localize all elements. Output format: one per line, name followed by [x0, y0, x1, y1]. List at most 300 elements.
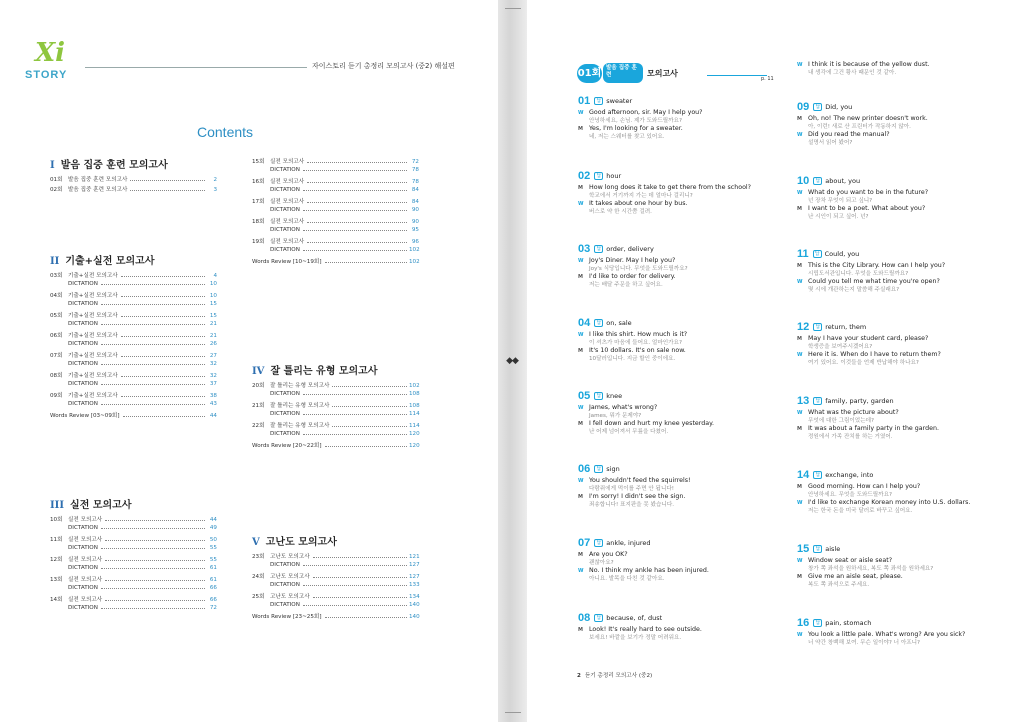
dialogue-line: [578, 200, 798, 208]
toc-words-review-row: [252, 441, 419, 451]
toc-page-number: 43: [209, 401, 217, 407]
answer-key-icon: 답: [594, 539, 603, 547]
toc-leader-dots: [101, 364, 205, 365]
xistory-logo: [25, 38, 77, 82]
dialogue-line: [797, 351, 1017, 359]
korean-translation: 저는 배달 주문을 하고 싶어요.: [589, 282, 663, 288]
toc-dictation-row: [50, 525, 217, 535]
toc-dictation-row: [252, 562, 419, 572]
english-text: I'm sorry! I didn't see the sign.: [589, 493, 686, 500]
toc-leader-dots: [105, 580, 205, 581]
toc-test-number: 22회: [252, 423, 265, 429]
toc-test-row: [252, 197, 419, 207]
toc-test-number: 19회: [252, 239, 265, 245]
toc-page-number: 95: [411, 227, 419, 233]
english-text: Joy's Diner. May I help you?: [589, 257, 676, 264]
toc-entry-title: DICTATION: [270, 227, 300, 233]
toc-dictation-row: [252, 187, 419, 197]
english-text: How long does it take to get there from the school?: [589, 184, 752, 191]
korean-translation: 저는 한국 돈을 미국 달러로 바꾸고 싶어요.: [808, 508, 913, 514]
toc-leader-dots: [325, 262, 408, 263]
toc-leader-dots: [303, 210, 407, 211]
toc-page-number: 90: [411, 219, 419, 225]
toc-dictation-row: [252, 227, 419, 237]
page-footer: 2 듣기 총정리 모의고사 (중2): [577, 673, 653, 679]
speaker-label: M: [797, 336, 802, 342]
speaker-label: W: [797, 500, 803, 506]
english-text: I like this shirt. How much is it?: [589, 331, 688, 338]
toc-section-4: IV 잘 틀리는 유형 모의고사 20회 잘 틀리는 유형 모의고사 102 DICTATION 108 21회 잘 틀리는 유형 모의고사 108 DICTATION 114 22회 잘 틀리는 유형 모의고사 114 DICTATION 120 Words Review [20~22회] 120: [252, 366, 420, 449]
toc-leader-dots: [130, 190, 205, 191]
item-keywords: knee: [606, 392, 623, 400]
toc-test-row: [252, 157, 419, 167]
speaker-label: M: [578, 421, 583, 427]
speaker-label: W: [578, 201, 584, 207]
dialogue-line: [578, 404, 798, 412]
answer-key-icon: 답: [594, 465, 603, 473]
toc-entry-title: 실전 모의고사: [270, 239, 305, 245]
dialogue-line: [578, 184, 798, 192]
toc-entry-title: 실전 모의고사: [68, 577, 103, 583]
answer-item-header: [578, 390, 798, 402]
answer-item: [797, 395, 1017, 441]
english-text: It's 10 dollars. It's on sale now.: [589, 347, 686, 354]
toc-entry-title: 잘 틀리는 유형 모의고사: [270, 423, 330, 429]
item-keywords: aisle: [825, 545, 841, 553]
toc-entry-title: 실전 모의고사: [270, 199, 305, 205]
korean-translation: James, 뭐가 문제야?: [589, 413, 642, 419]
toc-entry-title: 기출+실전 모의고사: [68, 293, 118, 299]
toc-leader-dots: [303, 414, 407, 415]
toc-test-number: 20회: [252, 383, 265, 389]
toc-leader-dots: [307, 162, 407, 163]
answer-item: [797, 469, 1017, 515]
toc-entry-title: 발음 집중 훈련 모의고사: [68, 187, 128, 193]
toc-test-number: 16회: [252, 179, 265, 185]
toc-test-number: 07회: [50, 353, 63, 359]
header-rule: [85, 67, 307, 68]
answer-key-icon: 답: [594, 614, 603, 622]
answer-item: [797, 248, 1017, 294]
dialogue-line: [578, 551, 798, 559]
korean-translation: Joy's 식당입니다. 무엇을 도와드릴까요?: [589, 266, 688, 272]
answer-key-icon: 답: [813, 397, 822, 405]
toc-dictation-row: [252, 391, 419, 401]
toc-entry-title: 기출+실전 모의고사: [68, 373, 118, 379]
toc-test-number: 14회: [50, 597, 63, 603]
item-number: 15: [797, 543, 810, 555]
toc-page-number: 55: [209, 545, 217, 551]
toc-leader-dots: [121, 376, 205, 377]
toc-test-number: 01회: [50, 177, 63, 183]
toc-leader-dots: [307, 242, 407, 243]
toc-page-number: 37: [209, 381, 217, 387]
toc-entry-title: Words Review [10~19회]: [252, 259, 322, 265]
speaker-label: M: [578, 494, 583, 500]
korean-translation: 난 어제 넘어져서 무릎을 다쳤어.: [589, 429, 669, 435]
item-keywords: Could, you: [824, 250, 860, 258]
english-text: You shouldn't feed the squirrels!: [589, 477, 691, 484]
toc-page-number: 61: [209, 577, 217, 583]
toc-test-row: [50, 271, 217, 281]
item-keywords: Did, you: [825, 103, 853, 111]
toc-leader-dots: [303, 585, 407, 586]
toc-test-row: [50, 535, 217, 545]
dialogue-line: [578, 567, 798, 575]
korean-translation: 보세요! 바깥을 보기가 정말 어려워요.: [589, 635, 682, 641]
dialogue-line: [578, 331, 798, 339]
toc-leader-dots: [325, 617, 408, 618]
answer-item-header: [578, 537, 798, 549]
item-keywords: sign: [606, 465, 620, 473]
toc-leader-dots: [121, 276, 205, 277]
english-text: Oh, no! The new printer doesn't work.: [808, 115, 928, 122]
toc-leader-dots: [303, 250, 407, 251]
toc-dictation-row: [50, 361, 217, 371]
toc-words-review-row: [252, 257, 419, 267]
dialogue-line: [797, 278, 1017, 286]
speaker-label: W: [797, 410, 803, 416]
right-page: [527, 0, 1024, 722]
english-text: James, what's wrong?: [589, 404, 658, 411]
answer-item: [578, 612, 798, 642]
toc-entry-title: 실전 모의고사: [68, 557, 103, 563]
toc-entry-title: 기출+실전 모의고사: [68, 333, 118, 339]
toc-test-row: [252, 217, 419, 227]
answer-key-icon: 답: [813, 619, 822, 627]
korean-translation: 창가 쪽 좌석을 원하세요, 복도 쪽 좌석을 원하세요?: [808, 566, 934, 572]
korean-translation: 안녕하세요, 손님. 제가 도와드릴까요?: [589, 118, 682, 124]
answer-item-header: [578, 95, 798, 107]
item-number: 09: [797, 101, 810, 113]
item-keywords: return, them: [825, 323, 867, 331]
toc-page-number: 134: [409, 594, 420, 600]
answer-item-header: [578, 612, 798, 624]
speaker-label: W: [578, 568, 584, 574]
toc-leader-dots: [313, 557, 407, 558]
toc-page-number: 140: [409, 602, 420, 608]
english-text: No. I think my ankle has been injured.: [589, 567, 709, 574]
toc-test-number: 09회: [50, 393, 63, 399]
toc-test-row: [252, 592, 419, 602]
english-text: I think it is because of the yellow dust.: [808, 61, 930, 68]
speaker-label: M: [797, 484, 802, 490]
answer-item-header: [797, 101, 1017, 113]
toc-leader-dots: [313, 597, 407, 598]
speaker-label: W: [797, 279, 803, 285]
toc-page-number: 114: [409, 411, 420, 417]
toc-page-number: 21: [209, 333, 217, 339]
toc-page-number: 114: [409, 423, 420, 429]
toc-page-number: 4: [213, 273, 217, 279]
toc-test-number: 04회: [50, 293, 63, 299]
dialogue-line: [797, 205, 1017, 213]
toc-entry-title: DICTATION: [270, 582, 300, 588]
toc-dictation-row: [50, 565, 217, 575]
answer-key-icon: 답: [594, 245, 603, 253]
toc-entry-title: 고난도 모의고사: [270, 594, 310, 600]
korean-translation: 다람쥐에게 먹이를 주면 안 됩니다!: [589, 486, 675, 492]
toc-page-number: 15: [209, 301, 217, 307]
book-header: 자이스토리 듣기 총정리 모의고사 (중2) 해설편: [312, 62, 455, 70]
toc-entry-title: DICTATION: [270, 602, 300, 608]
answer-key-icon: 답: [594, 319, 603, 327]
toc-leader-dots: [332, 406, 407, 407]
korean-translation: 10달러입니다. 지금 할인 중이에요.: [589, 356, 676, 362]
toc-leader-dots: [332, 426, 407, 427]
toc-page-number: 66: [209, 585, 217, 591]
toc-entry-title: 기출+실전 모의고사: [68, 273, 118, 279]
toc-entry-title: DICTATION: [68, 585, 98, 591]
toc-test-number: 24회: [252, 574, 265, 580]
speaker-label: W: [578, 110, 584, 116]
toc-page-number: 44: [209, 413, 217, 419]
toc-leader-dots: [307, 222, 407, 223]
toc-words-review-row: [252, 612, 419, 622]
toc-entry-title: Words Review [03~09회]: [50, 413, 120, 419]
toc-test-number: 03회: [50, 273, 63, 279]
toc-leader-dots: [307, 202, 407, 203]
toc-entry-title: 잘 틀리는 유형 모의고사: [270, 383, 330, 389]
toc-page-number: 10: [209, 293, 217, 299]
answer-key-icon: 답: [594, 392, 603, 400]
item-number: 07: [578, 537, 591, 549]
toc-test-number: 11회: [50, 537, 63, 543]
toc-page-number: 84: [411, 199, 419, 205]
korean-translation: 정원에서 가족 잔치를 하는 거였어.: [808, 434, 893, 440]
item-number: 11: [797, 248, 809, 260]
speaker-label: M: [797, 263, 802, 269]
toc-entry-title: 고난도 모의고사: [270, 554, 310, 560]
toc-page-number: 120: [409, 431, 420, 437]
toc-page-number: 102: [409, 259, 420, 265]
dialogue-line: [578, 273, 798, 281]
answer-item: [578, 243, 798, 289]
toc-test-number: 23회: [252, 554, 265, 560]
toc-page-number: 66: [209, 597, 217, 603]
toc-dictation-row: [50, 401, 217, 411]
toc-test-number: 05회: [50, 313, 63, 319]
dialogue-line: [797, 631, 1017, 639]
english-text: Look! It's really hard to see outside.: [589, 626, 702, 633]
korean-translation: 아니요. 발목을 다친 것 같아요.: [589, 576, 665, 582]
answer-item: [797, 101, 1017, 147]
speaker-label: M: [797, 574, 802, 580]
item-number: 04: [578, 317, 591, 329]
toc-test-row: [252, 401, 419, 411]
toc-entry-title: 실전 모의고사: [68, 597, 103, 603]
toc-leader-dots: [303, 394, 407, 395]
item-keywords: hour: [606, 172, 622, 180]
speaker-label: W: [578, 405, 584, 411]
english-text: Yes, I'm looking for a sweater.: [589, 125, 683, 132]
toc-leader-dots: [105, 520, 205, 521]
toc-dictation-row: [50, 341, 217, 351]
toc-page-number: 108: [409, 403, 420, 409]
english-text: It takes about one hour by bus.: [589, 200, 688, 207]
toc-leader-dots: [123, 416, 206, 417]
dialogue-line: [578, 109, 798, 117]
toc-test-number: 08회: [50, 373, 63, 379]
toc-page-number: 108: [409, 391, 420, 397]
dialogue-line: [797, 131, 1017, 139]
toc-page-number: 84: [411, 187, 419, 193]
english-text: Give me an aisle seat, please.: [808, 573, 903, 580]
item-number: 01: [578, 95, 591, 107]
answer-item-header: [797, 469, 1017, 481]
toc-test-number: 18회: [252, 219, 265, 225]
speaker-label: W: [797, 352, 803, 358]
korean-translation: 내 생각에 그건 황사 때문인 것 같아.: [808, 70, 897, 76]
toc-test-number: 21회: [252, 403, 265, 409]
toc-entry-title: 기출+실전 모의고사: [68, 313, 118, 319]
toc-test-number: 17회: [252, 199, 265, 205]
toc-entry-title: 실전 모의고사: [270, 159, 305, 165]
toc-test-row: [50, 351, 217, 361]
toc-section-3: III 실전 모의고사 10회 실전 모의고사 44 DICTATION 49 11회 실전 모의고사 50 DICTATION 55 12회 실전 모의고사 55 DICTATION 61 13회 실전 모의고사 61 DICTATION 66 14회 실전 모의고사 66 DICTATION 72: [50, 496, 217, 615]
english-text: Could you tell me what time you're open?: [808, 278, 940, 285]
toc-entry-title: DICTATION: [68, 341, 98, 347]
dialogue-line: [797, 61, 1017, 69]
item-keywords: sweater: [606, 97, 633, 105]
answer-key-icon: 답: [813, 323, 822, 331]
item-number: 03: [578, 243, 591, 255]
english-text: This is the City Library. How can I help you?: [808, 262, 946, 269]
toc-test-row: [252, 572, 419, 582]
speaker-label: M: [578, 552, 583, 558]
toc-entry-title: DICTATION: [270, 391, 300, 397]
toc-dictation-row: [50, 301, 217, 311]
toc-leader-dots: [105, 560, 205, 561]
toc-page-number: 27: [209, 353, 217, 359]
answer-key-icon: 답: [813, 177, 822, 185]
unit-badge: 01회: [577, 64, 602, 83]
toc-test-row: [50, 331, 217, 341]
korean-translation: 난 시인이 되고 싶어. 넌?: [808, 214, 869, 220]
toc-test-row: [252, 177, 419, 187]
toc-test-number: 13회: [50, 577, 63, 583]
answer-item-header: [797, 395, 1017, 407]
answer-item-header: [797, 248, 1017, 260]
toc-leader-dots: [101, 384, 205, 385]
answer-item: [797, 61, 1017, 77]
item-keywords: family, party, garden: [825, 397, 894, 405]
english-text: I'd like to order for delivery.: [589, 273, 676, 280]
toc-entry-title: DICTATION: [68, 401, 98, 407]
toc-page-number: 72: [411, 159, 419, 165]
answer-item-header: [578, 317, 798, 329]
dialogue-line: [797, 262, 1017, 270]
toc-leader-dots: [130, 180, 205, 181]
item-keywords: because, of, dust: [606, 614, 663, 622]
toc-words-review-row: [50, 411, 217, 421]
toc-test-row: [50, 371, 217, 381]
dialogue-line: [797, 499, 1017, 507]
answer-item: [578, 390, 798, 436]
toc-entry-title: DICTATION: [68, 361, 98, 367]
toc-entry-title: 실전 모의고사: [270, 219, 305, 225]
dialogue-line: [797, 425, 1017, 433]
item-keywords: order, delivery: [606, 245, 654, 253]
dialogue-line: [578, 493, 798, 501]
toc-page-number: 50: [209, 537, 217, 543]
item-number: 06: [578, 463, 591, 475]
toc-entry-title: DICTATION: [68, 381, 98, 387]
answer-key-icon: 답: [594, 97, 603, 105]
toc-leader-dots: [303, 190, 407, 191]
toc-entry-title: 실전 모의고사: [270, 179, 305, 185]
korean-translation: 복도 쪽 좌석으로 주세요.: [808, 582, 870, 588]
toc-page-number: 38: [209, 393, 217, 399]
answer-item-header: [797, 175, 1017, 187]
toc-page-number: 32: [209, 361, 217, 367]
toc-entry-title: 실전 모의고사: [68, 517, 103, 523]
item-number: 10: [797, 175, 810, 187]
toc-page-number: 2: [213, 177, 217, 183]
toc-test-row: [50, 555, 217, 565]
item-keywords: about, you: [825, 177, 861, 185]
toc-entry-title: Words Review [20~22회]: [252, 443, 322, 449]
english-text: I fell down and hurt my knee yesterday.: [589, 420, 714, 427]
english-text: Did you read the manual?: [808, 131, 890, 138]
answer-key-icon: 답: [813, 545, 822, 553]
toc-leader-dots: [121, 316, 205, 317]
toc-entry-title: DICTATION: [68, 605, 98, 611]
korean-translation: 넌 장차 무엇이 되고 싶니?: [808, 198, 873, 204]
toc-page-number: 121: [409, 554, 420, 560]
english-text: Good morning. How can I help you?: [808, 483, 921, 490]
answer-item: [797, 175, 1017, 221]
toc-page-number: 102: [409, 247, 420, 253]
toc-leader-dots: [303, 565, 407, 566]
item-keywords: exchange, into: [825, 471, 874, 479]
toc-dictation-row: [50, 605, 217, 615]
toc-dictation-row: [252, 431, 419, 441]
toc-page-number: 140: [409, 614, 420, 620]
toc-leader-dots: [101, 548, 205, 549]
answer-item: [797, 543, 1017, 589]
english-text: You look a little pale. What's wrong? Are you sick?: [808, 631, 966, 638]
korean-translation: 네, 저는 스웨터를 찾고 있어요.: [589, 134, 665, 140]
contents-title: Contents: [197, 124, 254, 140]
answer-item-header: [797, 617, 1017, 629]
item-number: 13: [797, 395, 810, 407]
toc-entry-title: 실전 모의고사: [68, 537, 103, 543]
speaker-label: W: [797, 558, 803, 564]
korean-translation: 설명서 읽어 봤어?: [808, 140, 853, 146]
answer-item: [797, 321, 1017, 367]
speaker-label: M: [797, 426, 802, 432]
korean-translation: 학생증을 보여주시겠어요?: [808, 344, 873, 350]
dialogue-line: [797, 557, 1017, 565]
answer-item-header: [797, 543, 1017, 555]
english-text: Window seat or aisle seat?: [808, 557, 893, 564]
answer-item: [578, 170, 798, 216]
toc-test-number: 10회: [50, 517, 63, 523]
answer-item: [578, 317, 798, 363]
toc-dictation-row: [50, 281, 217, 291]
toc-entry-title: DICTATION: [270, 247, 300, 253]
toc-leader-dots: [121, 296, 205, 297]
answer-key-icon: 답: [813, 103, 822, 111]
dialogue-line: [797, 573, 1017, 581]
toc-dictation-row: [50, 585, 217, 595]
toc-page-number: 49: [209, 525, 217, 531]
korean-translation: 무엇에 대한 그림이었는데?: [808, 418, 874, 424]
toc-page-number: 133: [409, 582, 420, 588]
item-number: 16: [797, 617, 810, 629]
english-text: What was the picture about?: [808, 409, 899, 416]
